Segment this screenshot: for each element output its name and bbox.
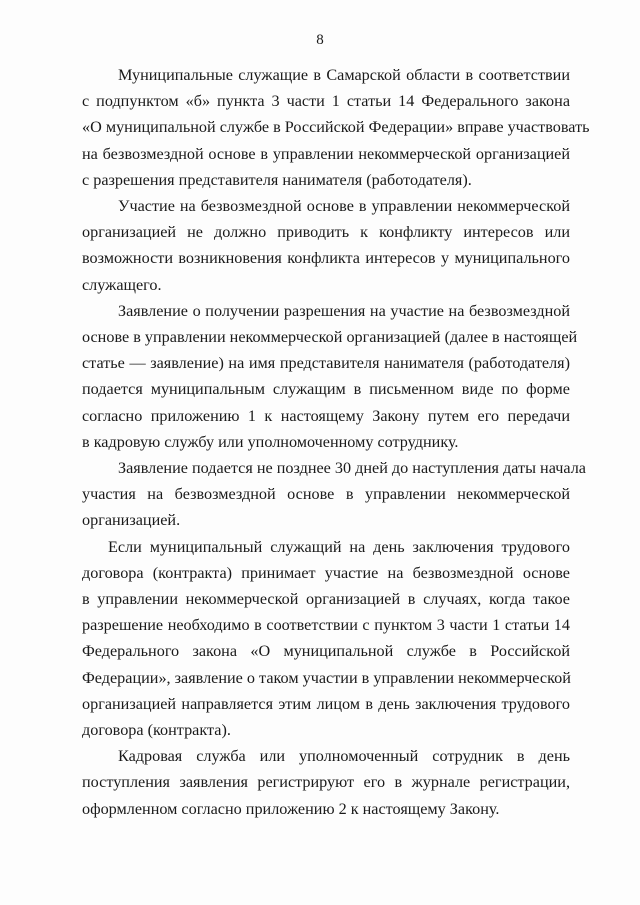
text-line: договора (контракта).	[82, 721, 231, 740]
paragraph-4	[82, 455, 586, 534]
text-line: поступления заявления регистрируют его в журнале регистрации,	[82, 773, 570, 792]
text-line: на безвозмездной основе в управлении некоммерческой организацией	[82, 144, 570, 163]
text-line: Муниципальные служащие в Самарской области в соответствии	[118, 66, 570, 84]
text-line: «О муниципальной службе в Российской Федерации» вправе участвовать	[82, 118, 590, 137]
text-line: согласно приложению 1 к настоящему Закону путем его передачи	[82, 406, 570, 425]
text-line: участия на безвозмездной основе в управлении некоммерческой	[82, 485, 570, 504]
text-line: основе в управлении некоммерческой организацией (далее в настоящей	[82, 328, 578, 347]
text-line: Кадровая служба или уполномоченный сотрудник в день	[118, 747, 570, 766]
text-line: Федерального закона «О муниципальной службе в Российской	[82, 642, 570, 661]
text-line: в управлении некоммерческой организацией в случаях, когда такое	[82, 590, 570, 609]
text-line: с разрешения представителя нанимателя (работодателя).	[82, 170, 472, 189]
text-line: оформленном согласно приложению 2 к настоящему Закону.	[82, 799, 500, 818]
text-line: Федерации», заявление о таком участии в управлении некоммерческой	[82, 668, 571, 687]
text-line: в кадровую службу или уполномоченному сотруднику.	[82, 432, 459, 451]
paragraph-6	[82, 743, 570, 822]
text-line: Участие на безвозмездной основе в управлении некоммерческой	[118, 197, 570, 216]
paragraph-1	[82, 62, 590, 193]
paragraph-2	[82, 193, 570, 298]
text-line: организацией.	[82, 511, 181, 530]
text-line: организацией направляется этим лицом в день заключения трудового	[82, 694, 570, 713]
text-line: статье — заявление) на имя представителя нанимателя (работодателя)	[82, 354, 570, 373]
page-number: 8	[316, 32, 324, 48]
document-body	[82, 62, 590, 822]
text-line: Если муниципальный служащий на день заключения трудового	[108, 537, 570, 556]
text-line: возможности возникновения конфликта интересов у муниципального	[82, 249, 570, 268]
text-line: служащего.	[82, 275, 162, 294]
text-line: договора (контракта) принимает участие на безвозмездной основе	[82, 563, 570, 582]
text-line: с подпунктом «б» пункта 3 части 1 статьи 14 Федерального закона	[82, 92, 570, 111]
text-line: организацией не должно приводить к конфликту интересов или	[82, 223, 570, 242]
text-line: Заявление подается не позднее 30 дней до наступления даты начала	[118, 459, 586, 478]
paragraph-5	[82, 534, 570, 744]
text-line: подается муниципальным служащим в письменном виде по форме	[82, 380, 570, 399]
text-line: разрешение необходимо в соответствии с пунктом 3 части 1 статьи 14	[82, 616, 570, 635]
text-line: Заявление о получении разрешения на участие на безвозмездной	[118, 301, 570, 320]
paragraph-3	[82, 298, 578, 455]
